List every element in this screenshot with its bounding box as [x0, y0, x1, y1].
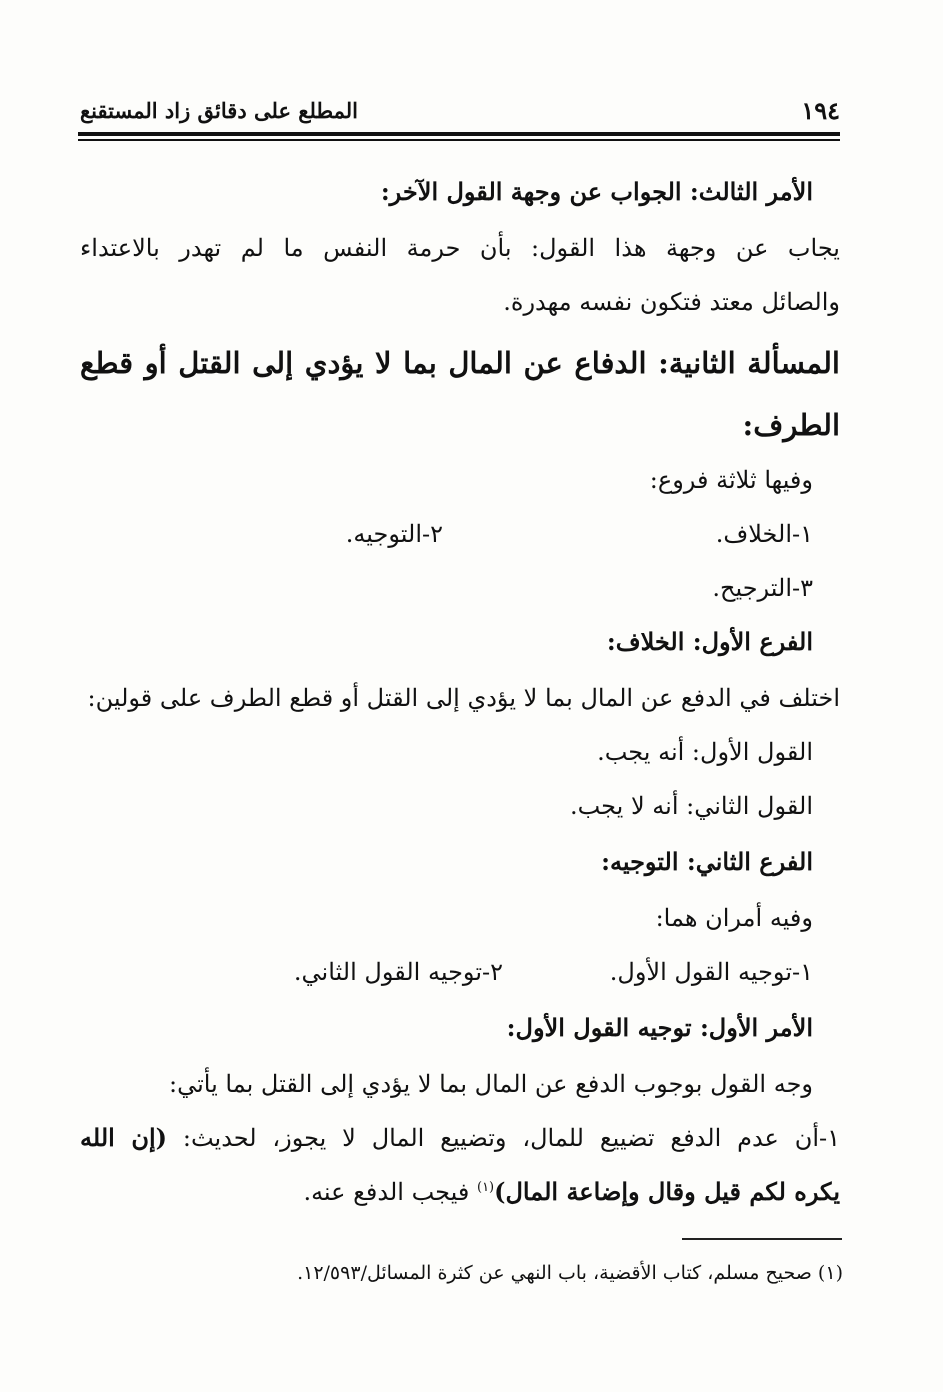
heading-third-matter: الأمر الثالث: الجواب عن وجهة القول الآخر:	[380, 177, 813, 206]
page-number: ١٩٤	[801, 96, 840, 125]
footnote: (١) صحيح مسلم، كتاب الأقضية، باب النهي عن كثرة المسائل/١٢/٥٩٣.	[297, 1262, 843, 1284]
paragraph-line: اختلف في الدفع عن المال بما لا يؤدي إلى القتل أو قطع الطرف على قولين:	[87, 684, 840, 712]
list-item: ١-الخلاف.	[715, 520, 813, 548]
running-header	[80, 92, 840, 132]
paragraph-line: وجه القول بوجوب الدفع عن المال بما لا يؤدي إلى القتل بما يأتي:	[169, 1070, 813, 1098]
paragraph-line: وفيها ثلاثة فروع:	[649, 466, 813, 494]
paragraph-line	[303, 1178, 840, 1207]
hadith-quote: يكره لكم قيل وقال وإضاعة المال)	[494, 1177, 840, 1206]
list-item: ٣-الترجيح.	[712, 574, 813, 602]
header-rule	[78, 132, 840, 136]
subsection-heading: الفرع الثاني: التوجيه:	[601, 847, 813, 876]
list-item: ٢-توجيه القول الثاني.	[293, 958, 503, 986]
footnote-rule	[682, 1238, 842, 1240]
paragraph-line: يجاب عن وجهة هذا القول: بأن حرمة النفس ما لم تهدر بالاعتداء	[80, 234, 840, 262]
paragraph-line: والصائل معتد فتكون نفسه مهدرة.	[503, 288, 840, 316]
footnote-marker[interactable]: (١)	[476, 1180, 495, 1195]
section-heading-cont: الطرف:	[742, 408, 840, 442]
heading-first-matter: الأمر الأول: توجيه القول الأول:	[506, 1013, 813, 1042]
text-segment: فيجب الدفع عنه.	[303, 1178, 477, 1206]
subsection-heading: الفرع الأول: الخلاف:	[606, 627, 813, 656]
paragraph-line: القول الثاني: أنه لا يجب.	[569, 792, 813, 820]
list-item: ٢-التوجيه.	[345, 520, 443, 548]
paragraph-line	[80, 1124, 840, 1153]
list-item: ١-توجيه القول الأول.	[609, 958, 813, 986]
section-heading: المسألة الثانية: الدفاع عن المال بما لا يؤدي إلى القتل أو قطع	[80, 346, 840, 380]
hadith-quote: (إن الله	[80, 1123, 168, 1152]
paragraph-line: القول الأول: أنه يجب.	[597, 738, 813, 766]
book-title: المطلع على دقائق زاد المستقنع	[80, 98, 359, 123]
paragraph-line: وفيه أمران هما:	[655, 904, 813, 932]
text-segment: ١-أن عدم الدفع تضييع للمال، وتضييع المال لا يجوز، لحديث:	[167, 1124, 840, 1152]
header-rule-thin	[78, 139, 840, 141]
